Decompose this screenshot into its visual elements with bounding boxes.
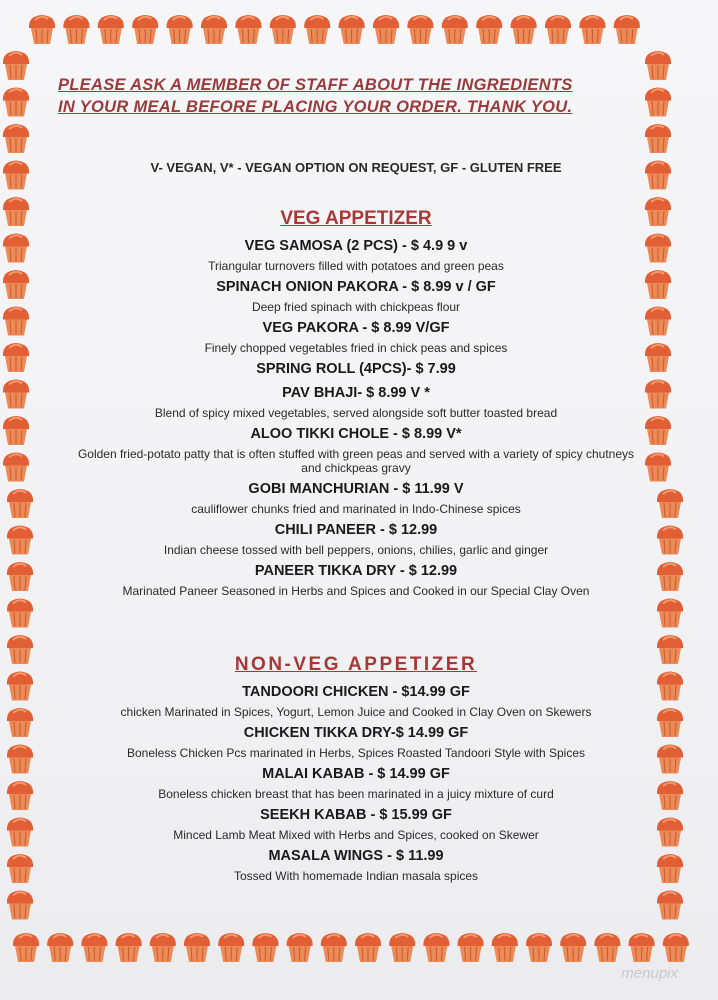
muffin-icon bbox=[3, 343, 29, 372]
muffin-icon bbox=[81, 933, 107, 962]
muffin-icon bbox=[339, 15, 365, 44]
muffin-icon bbox=[579, 15, 605, 44]
menu-item bbox=[40, 359, 672, 383]
muffin-icon bbox=[389, 933, 415, 962]
muffin-icon bbox=[7, 745, 33, 774]
muffin-icon bbox=[13, 933, 39, 962]
muffin-icon bbox=[3, 51, 29, 80]
muffin-icon bbox=[218, 933, 244, 962]
muffin-icon bbox=[355, 933, 381, 962]
menu-item-name: CHICKEN TIKKA DRY-$ 14.99 GF bbox=[243, 725, 469, 741]
muffin-icon bbox=[3, 380, 29, 409]
muffin-icon bbox=[321, 933, 347, 962]
menu-item-name: PANEER TIKKA DRY - $ 12.99 bbox=[254, 563, 458, 579]
watermark: menupix bbox=[621, 965, 678, 982]
muffin-icon bbox=[7, 672, 33, 701]
menu-item bbox=[40, 277, 672, 318]
menu-item bbox=[40, 723, 672, 764]
menu-item-description: Finely chopped vegetables fried in chick peas and spices bbox=[204, 341, 508, 355]
muffin-icon bbox=[252, 933, 278, 962]
menu-item-name: TANDOORI CHICKEN - $14.99 GF bbox=[242, 684, 470, 700]
menu-item bbox=[40, 236, 672, 277]
muffin-icon bbox=[423, 933, 449, 962]
notice-line-2: IN YOUR MEAL BEFORE PLACING YOUR ORDER. THANK YOU. bbox=[58, 98, 573, 116]
muffin-icon bbox=[304, 15, 330, 44]
muffin-icon bbox=[7, 599, 33, 628]
muffin-icon bbox=[3, 234, 29, 263]
muffin-icon bbox=[29, 15, 55, 44]
muffin-icon bbox=[594, 933, 620, 962]
muffin-icon bbox=[526, 933, 552, 962]
menu-item-name: PAV BHAJI- $ 8.99 V * bbox=[282, 385, 430, 401]
menu-item bbox=[40, 383, 672, 424]
muffin-icon bbox=[614, 15, 640, 44]
muffin-icon bbox=[167, 15, 193, 44]
menu-item-name: SPINACH ONION PAKORA - $ 8.99 v / GF bbox=[216, 279, 496, 295]
menu-item-name: SEEKH KABAB - $ 15.99 GF bbox=[260, 807, 452, 823]
veg-items-list bbox=[40, 236, 672, 602]
menu-item bbox=[40, 318, 672, 359]
menu-item bbox=[40, 561, 672, 602]
muffin-icon bbox=[3, 88, 29, 117]
muffin-icon bbox=[476, 15, 502, 44]
muffin-icon bbox=[132, 15, 158, 44]
muffin-icon bbox=[663, 933, 689, 962]
muffin-icon bbox=[184, 933, 210, 962]
muffin-icon bbox=[442, 15, 468, 44]
muffin-icon bbox=[3, 161, 29, 190]
nonveg-items-list bbox=[40, 682, 672, 887]
muffin-icon bbox=[545, 15, 571, 44]
muffin-icon bbox=[3, 307, 29, 336]
muffin-icon bbox=[7, 708, 33, 737]
muffin-icon bbox=[150, 933, 176, 962]
menu-item-name: ALOO TIKKI CHOLE - $ 8.99 V* bbox=[250, 426, 462, 442]
muffin-icon bbox=[492, 933, 518, 962]
veg-appetizer-heading: VEG APPETIZER bbox=[280, 208, 432, 229]
muffin-icon bbox=[511, 15, 537, 44]
muffin-icon bbox=[47, 933, 73, 962]
menu-item-description: Marinated Paneer Seasoned in Herbs and Spices and Cooked in our Special Clay Oven bbox=[122, 584, 590, 598]
notice-line-1: PLEASE ASK A MEMBER OF STAFF ABOUT THE INGREDIENTS bbox=[58, 76, 573, 94]
muffin-icon bbox=[7, 526, 33, 555]
menu-item bbox=[40, 682, 672, 723]
menu-item-description: Boneless Chicken Pcs marinated in Herbs, Spices Roasted Tandoori Style with Spices bbox=[126, 746, 585, 760]
menu-item-description: Indian cheese tossed with bell peppers, onions, chilies, garlic and ginger bbox=[163, 543, 549, 557]
menu-item bbox=[40, 424, 672, 479]
menu-item bbox=[40, 846, 672, 887]
menu-item-description: Deep fried spinach with chickpeas flour bbox=[251, 300, 461, 314]
menu-item-name: VEG SAMOSA (2 PCS) - $ 4.9 9 v bbox=[244, 238, 468, 254]
muffin-icon bbox=[98, 15, 124, 44]
diet-legend: V- VEGAN, V* - VEGAN OPTION ON REQUEST, GF - GLUTEN FREE bbox=[150, 160, 562, 175]
muffin-icon bbox=[3, 416, 29, 445]
menu-item-description: chicken Marinated in Spices, Yogurt, Lemon Juice and Cooked in Clay Oven on Skewers bbox=[120, 705, 592, 719]
muffin-icon bbox=[7, 562, 33, 591]
muffin-icon bbox=[116, 933, 142, 962]
muffin-icon bbox=[629, 933, 655, 962]
menu-item-description: cauliflower chunks fried and marinated in Indo-Chinese spices bbox=[191, 502, 521, 516]
nonveg-appetizer-heading: NON-VEG APPETIZER bbox=[234, 654, 478, 675]
muffin-icon bbox=[3, 453, 29, 482]
muffin-icon bbox=[7, 818, 33, 847]
menu-item-name: VEG PAKORA - $ 8.99 V/GF bbox=[262, 320, 450, 336]
muffin-icon bbox=[235, 15, 261, 44]
menu-item bbox=[40, 764, 672, 805]
menu-item-description: Boneless chicken breast that has been marinated in a juicy mixture of curd bbox=[158, 787, 554, 801]
muffin-icon bbox=[7, 489, 33, 518]
menu-item-name: MASALA WINGS - $ 11.99 bbox=[268, 848, 444, 864]
muffin-icon bbox=[560, 933, 586, 962]
menu-content bbox=[40, 68, 672, 928]
menu-item bbox=[40, 805, 672, 846]
menu-item-name: GOBI MANCHURIAN - $ 11.99 V bbox=[248, 481, 464, 497]
muffin-icon bbox=[3, 124, 29, 153]
muffin-icon bbox=[270, 15, 296, 44]
muffin-icon bbox=[7, 781, 33, 810]
menu-item-description: Triangular turnovers filled with potatoes and green peas bbox=[208, 259, 504, 273]
muffin-icon bbox=[3, 197, 29, 226]
menu-item-name: MALAI KABAB - $ 14.99 GF bbox=[262, 766, 450, 782]
menu-item-description: Tossed With homemade Indian masala spices bbox=[233, 869, 479, 883]
muffin-icon bbox=[407, 15, 433, 44]
menu-item-name: CHILI PANEER - $ 12.99 bbox=[274, 522, 438, 538]
menu-item-name: SPRING ROLL (4PCS)- $ 7.99 bbox=[256, 361, 456, 377]
muffin-icon bbox=[63, 15, 89, 44]
muffin-icon bbox=[287, 933, 313, 962]
muffin-icon bbox=[7, 635, 33, 664]
allergy-notice bbox=[58, 74, 618, 118]
muffin-icon bbox=[7, 854, 33, 883]
muffin-icon bbox=[3, 270, 29, 299]
muffin-icon bbox=[7, 891, 33, 920]
muffin-icon bbox=[373, 15, 399, 44]
muffin-icon bbox=[201, 15, 227, 44]
menu-item-description: Minced Lamb Meat Mixed with Herbs and Spices, cooked on Skewer bbox=[173, 828, 539, 842]
muffin-icon bbox=[458, 933, 484, 962]
menu-item-description: Blend of spicy mixed vegetables, served alongside soft butter toasted bread bbox=[154, 406, 558, 420]
menu-item bbox=[40, 520, 672, 561]
menu-item bbox=[40, 479, 672, 520]
menu-item-description: Golden fried-potato patty that is often stuffed with green peas and served with a variety of spicy chutneys and chickpeas gravy bbox=[77, 447, 635, 475]
